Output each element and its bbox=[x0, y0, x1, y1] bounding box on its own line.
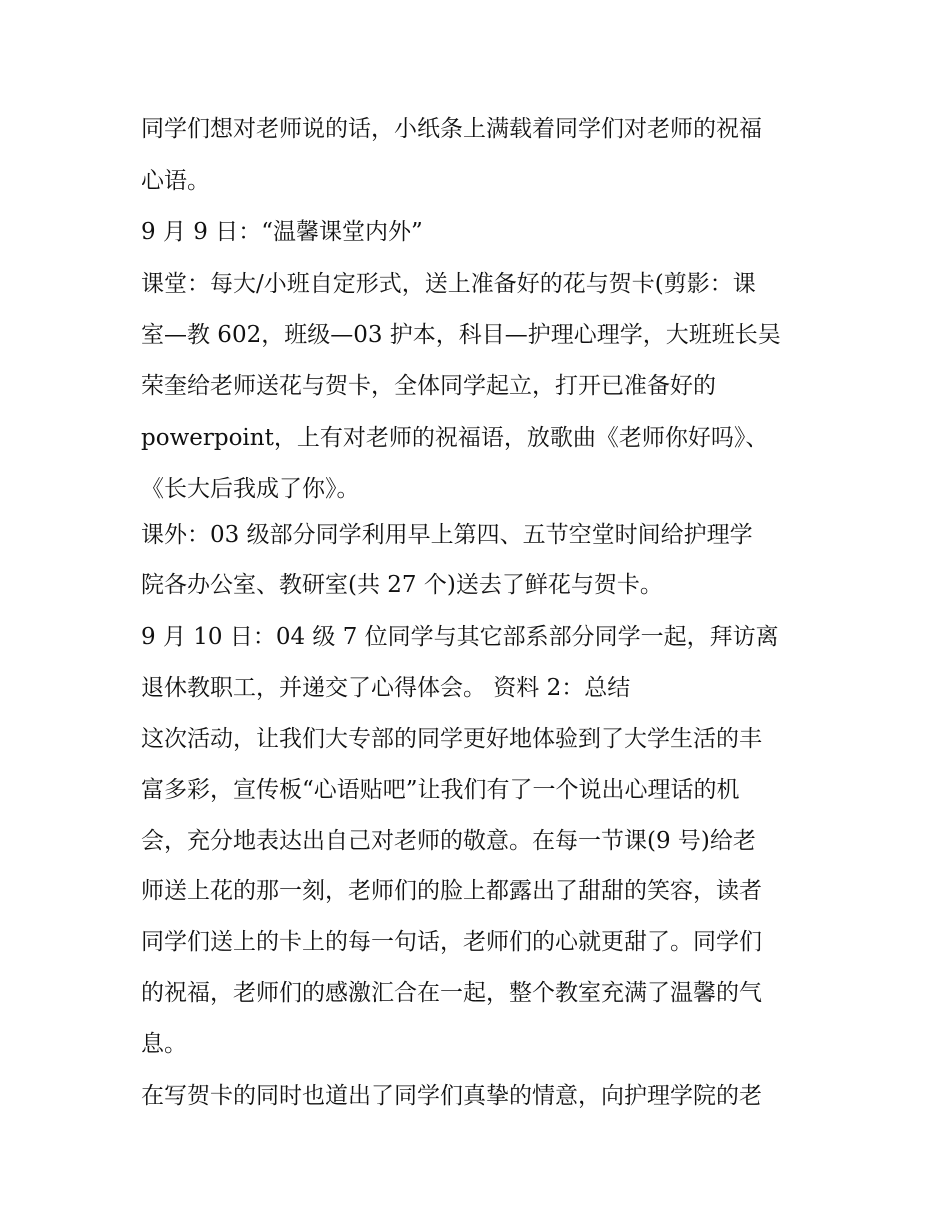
text-line: 荣奎给老师送花与贺卡，全体同学起立，打开已准备好的 bbox=[141, 373, 716, 399]
text-line: 院各办公室、教研室(共 27 个)送去了鲜花与贺卡。 bbox=[141, 572, 663, 598]
text-line: 课堂：每大/小班自定形式，送上准备好的花与贺卡(剪影：课 bbox=[141, 271, 756, 297]
text-line: 会，充分地表达出自己对老师的敬意。在每一节课(9 号)给老 bbox=[141, 828, 756, 854]
text-line: 同学们想对老师说的话，小纸条上满载着同学们对老师的祝福 bbox=[141, 116, 762, 142]
text-line: 室—教 602，班级—03 护本，科目—护理心理学，大班班长吴 bbox=[141, 322, 781, 348]
text-line: 富多彩，宣传板“心语贴吧”让我们有了一个说出心理话的机 bbox=[141, 777, 740, 803]
text-line: 《长大后我成了你》。 bbox=[141, 476, 360, 502]
text-line: 课外：03 级部分同学利用早上第四、五节空堂时间给护理学 bbox=[141, 522, 753, 548]
text-line: 在写贺卡的同时也道出了同学们真挚的情意，向护理学院的老 bbox=[141, 1083, 762, 1109]
text-line: powerpoint，上有对老师的祝福语，放歌曲《老师你好吗》、 bbox=[141, 425, 769, 451]
text-line: 退休教职工，并递交了心得体会。 资料 2：总结 bbox=[141, 675, 631, 701]
text-line: 同学们送上的卡上的每一句话，老师们的心就更甜了。同学们 bbox=[141, 929, 762, 955]
text-line: 师送上花的那一刻，老师们的脸上都露出了甜甜的笑容，读者 bbox=[141, 878, 762, 904]
text-line: 这次活动，让我们大专部的同学更好地体验到了大学生活的丰 bbox=[141, 726, 762, 752]
text-line: 9 月 10 日：04 级 7 位同学与其它部系部分同学一起，拜访离 bbox=[141, 624, 779, 650]
text-line: 9 月 9 日：“温馨课堂内外” bbox=[141, 219, 423, 245]
text-line: 的祝福，老师们的感激汇合在一起，整个教室充满了温馨的气 bbox=[141, 980, 762, 1006]
text-line: 息。 bbox=[141, 1031, 187, 1057]
text-line: 心语。 bbox=[141, 168, 210, 194]
